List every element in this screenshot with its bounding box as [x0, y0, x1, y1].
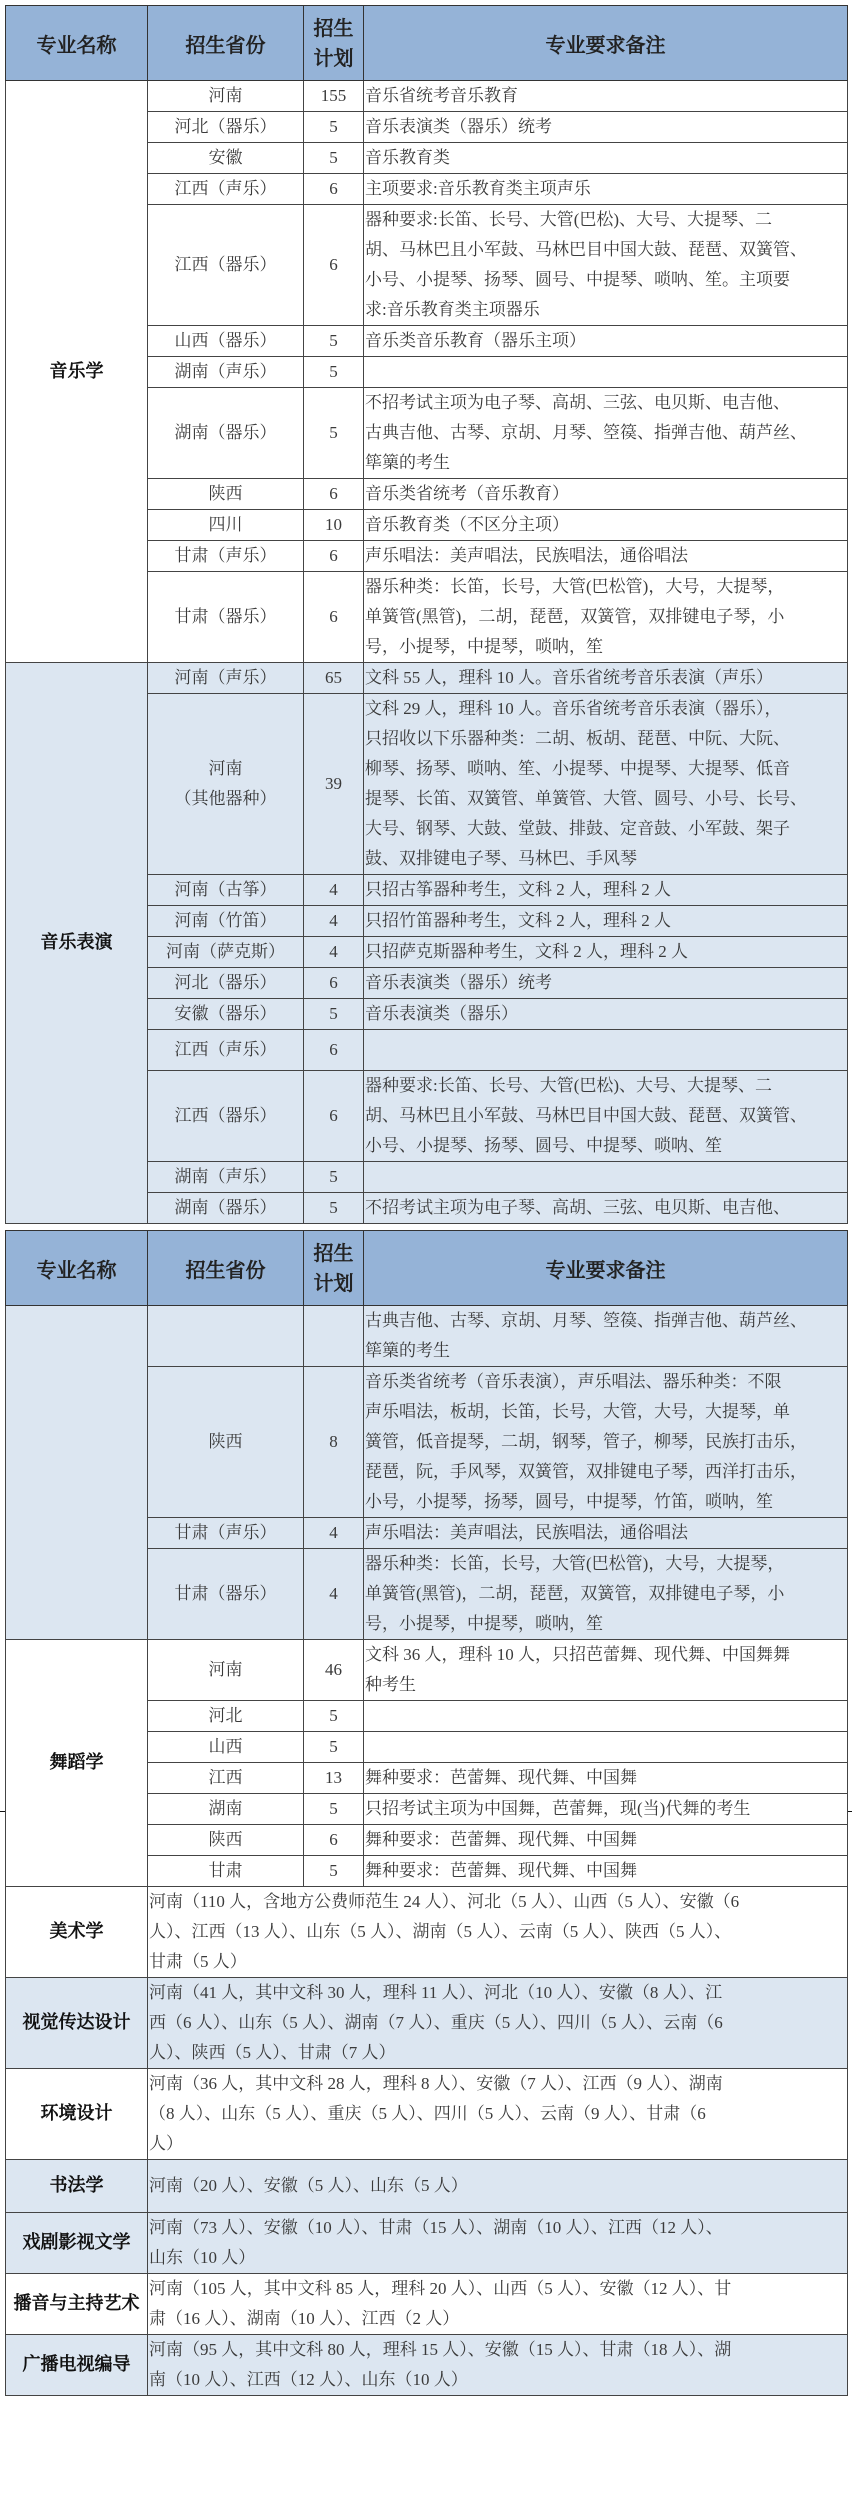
notes-line: 音乐类省统考（音乐表演），声乐唱法、器乐种类：不限 — [365, 1372, 782, 1391]
notes-cell — [364, 663, 848, 694]
notes-cell — [364, 1306, 848, 1367]
province-line: 江西（声乐） — [174, 1040, 277, 1059]
plan-count: 6 — [304, 1071, 364, 1162]
quota-line: 河南（41 人，其中文科 30 人，理科 11 人）、河北（10 人）、安徽（8 人）、江 — [149, 1983, 723, 2002]
province-line: 江西（声乐） — [174, 179, 277, 198]
notes-line: 舞种要求：芭蕾舞、现代舞、中国舞 — [365, 1768, 637, 1787]
notes-line: 文科 29 人，理科 10 人。音乐省统考音乐表演（器乐）， — [365, 699, 782, 718]
major-name: 戏剧影视文学 — [6, 2213, 148, 2274]
notes-line: 号，小提琴，中提琴，唢呐，笙 — [365, 1614, 603, 1633]
plan-count: 4 — [304, 875, 364, 906]
plan-count: 5 — [304, 999, 364, 1030]
province-line: 陕西 — [208, 1830, 243, 1849]
province-line: 江西（器乐） — [174, 1106, 277, 1125]
summary-row — [6, 2069, 848, 2160]
table-row — [6, 663, 848, 694]
notes-line — [365, 1732, 846, 1762]
summary-row — [6, 1887, 848, 1978]
province-cell — [148, 510, 304, 541]
notes-line: 音乐教育类（不区分主项） — [365, 515, 569, 534]
admission-plan-table-part-1 — [5, 5, 848, 1224]
plan-count: 6 — [304, 1825, 364, 1856]
admission-plan-table-part-2 — [5, 1230, 848, 2396]
notes-cell — [364, 479, 848, 510]
notes-line: 单簧管(黑管)，二胡，琵琶，双簧管，双排键电子琴，小 — [365, 1584, 785, 1603]
notes-cell — [364, 112, 848, 143]
province-line: 江西 — [208, 1768, 243, 1787]
notes-line: 古典吉他、古琴、京胡、月琴、箜篌、指弹吉他、葫芦丝、 — [365, 423, 807, 442]
plan-count: 5 — [304, 1732, 364, 1763]
quota-line: 肃（16 人）、湖南（10 人）、江西（2 人） — [149, 2309, 460, 2328]
plan-count: 5 — [304, 357, 364, 388]
notes-line: 求:音乐教育类主项器乐 — [365, 300, 540, 319]
plan-count: 39 — [304, 694, 364, 875]
notes-line: 音乐类省统考（音乐教育） — [365, 484, 569, 503]
province-cell — [148, 1193, 304, 1224]
plan-count: 6 — [304, 541, 364, 572]
notes-cell — [364, 1162, 848, 1193]
province-line: 河南（萨克斯） — [166, 942, 285, 961]
notes-line: 音乐表演类（器乐） — [365, 1004, 518, 1023]
notes-cell — [364, 968, 848, 999]
notes-line: 提琴、长笛、双簧管、单簧管、大管、圆号、小号、长号、 — [365, 789, 807, 808]
notes-cell — [364, 906, 848, 937]
notes-line: 小号，小提琴，扬琴，圆号，中提琴，竹笛，唢呐，笙 — [365, 1492, 773, 1511]
notes-line: 胡、马林巴且小军鼓、马林巴目中国大鼓、琵琶、双簧管、 — [365, 1106, 807, 1125]
notes-line — [365, 1035, 846, 1065]
plan-count: 4 — [304, 937, 364, 968]
plan-count: 4 — [304, 1549, 364, 1640]
province-line: 河北（器乐） — [174, 973, 277, 992]
notes-cell — [364, 510, 848, 541]
notes-cell — [364, 1701, 848, 1732]
header-plan — [304, 6, 364, 81]
notes-line: 古典吉他、古琴、京胡、月琴、箜篌、指弹吉他、葫芦丝、 — [365, 1311, 807, 1330]
province-line: 河南 — [208, 1660, 243, 1679]
notes-line: 器种要求:长笛、长号、大管(巴松)、大号、大提琴、二 — [365, 1076, 773, 1095]
notes-line: 筚篥的考生 — [365, 1341, 450, 1360]
province-line: 江西（器乐） — [174, 255, 277, 274]
notes-line: 文科 36 人，理科 10 人，只招芭蕾舞、现代舞、中国舞舞 — [365, 1645, 790, 1664]
notes-cell — [364, 999, 848, 1030]
province-line: 河南（声乐） — [174, 668, 277, 687]
province-quota-cell — [148, 1978, 848, 2069]
province-line: 河南 — [208, 86, 243, 105]
major-name: 播音与主持艺术 — [6, 2274, 148, 2335]
plan-count: 5 — [304, 112, 364, 143]
major-name: 音乐学 — [6, 81, 148, 663]
header-province: 招生省份 — [148, 1231, 304, 1306]
notes-cell — [364, 1367, 848, 1518]
province-cell — [148, 875, 304, 906]
notes-cell — [364, 81, 848, 112]
notes-line: 只招竹笛器种考生，文科 2 人，理科 2 人 — [365, 911, 671, 930]
summary-row — [6, 2213, 848, 2274]
province-cell — [148, 1640, 304, 1701]
summary-row — [6, 2160, 848, 2213]
notes-cell — [364, 1071, 848, 1162]
province-line: 安徽 — [208, 148, 243, 167]
notes-cell — [364, 1518, 848, 1549]
notes-line: 只招萨克斯器种考生，文科 2 人，理科 2 人 — [365, 942, 688, 961]
summary-row — [6, 2335, 848, 2396]
province-cell — [148, 999, 304, 1030]
notes-cell — [364, 1193, 848, 1224]
province-cell — [148, 1367, 304, 1518]
notes-cell — [364, 388, 848, 479]
plan-count: 5 — [304, 1193, 364, 1224]
table-header — [6, 6, 848, 81]
summary-row — [6, 1978, 848, 2069]
header-plan-line: 计划 — [313, 46, 354, 70]
province-cell — [148, 1732, 304, 1763]
major-name: 书法学 — [6, 2160, 148, 2213]
plan-count: 5 — [304, 1701, 364, 1732]
notes-line: 主项要求:音乐教育类主项声乐 — [365, 179, 591, 198]
quota-line: 河南（36 人，其中文科 28 人，理科 8 人）、安徽（7 人）、江西（9 人）、湖南 — [149, 2074, 723, 2093]
notes-line: 音乐表演类（器乐）统考 — [365, 973, 552, 992]
province-quota-cell — [148, 2160, 848, 2213]
notes-cell — [364, 875, 848, 906]
table-header — [6, 1231, 848, 1306]
plan-count: 13 — [304, 1763, 364, 1794]
notes-line: 舞种要求：芭蕾舞、现代舞、中国舞 — [365, 1830, 637, 1849]
notes-cell — [364, 572, 848, 663]
province-cell — [148, 937, 304, 968]
notes-cell — [364, 1794, 848, 1825]
notes-line: 音乐省统考音乐教育 — [365, 86, 518, 105]
province-line: （其他器种） — [174, 789, 277, 808]
province-line: 湖南（声乐） — [174, 362, 277, 381]
plan-count: 5 — [304, 1856, 364, 1887]
province-line: 甘肃（器乐） — [174, 1584, 277, 1603]
province-cell — [148, 1856, 304, 1887]
notes-line: 器种要求:长笛、长号、大管(巴松)、大号、大提琴、二 — [365, 210, 773, 229]
province-line: 湖南（器乐） — [174, 423, 277, 442]
header-major: 专业名称 — [6, 6, 148, 81]
plan-count: 4 — [304, 1518, 364, 1549]
province-line: 河南（古筝） — [174, 880, 277, 899]
notes-line: 簧管，低音提琴，二胡，钢琴，管子，柳琴，民族打击乐， — [365, 1432, 807, 1451]
notes-line: 舞种要求：芭蕾舞、现代舞、中国舞 — [365, 1861, 637, 1880]
notes-line: 音乐类音乐教育（器乐主项） — [365, 331, 586, 350]
province-quota-cell — [148, 2274, 848, 2335]
province-quota-cell — [148, 2213, 848, 2274]
province-line: 湖南（器乐） — [174, 1198, 277, 1217]
notes-line: 音乐教育类 — [365, 148, 450, 167]
province-cell — [148, 1071, 304, 1162]
province-line: 山西 — [208, 1737, 243, 1756]
province-cell — [148, 1825, 304, 1856]
notes-cell — [364, 1030, 848, 1071]
notes-line: 胡、马林巴且小军鼓、马林巴目中国大鼓、琵琶、双簧管、 — [365, 240, 807, 259]
notes-line: 只招古筝器种考生，文科 2 人，理科 2 人 — [365, 880, 671, 899]
notes-cell — [364, 694, 848, 875]
table-row — [6, 81, 848, 112]
province-line: 甘肃（器乐） — [174, 607, 277, 626]
province-line: 湖南 — [208, 1799, 243, 1818]
province-line: 四川 — [208, 515, 243, 534]
header-notes: 专业要求备注 — [364, 6, 848, 81]
quota-line: 河南（95 人，其中文科 80 人，理科 15 人）、安徽（15 人）、甘肃（18 人）、湖 — [149, 2340, 732, 2359]
notes-line: 大号、钢琴、大鼓、堂鼓、排鼓、定音鼓、小军鼓、架子 — [365, 819, 790, 838]
quota-line: 河南（110 人，含地方公费师范生 24 人）、河北（5 人）、山西（5 人）、安徽（6 — [149, 1892, 740, 1911]
province-cell — [148, 1162, 304, 1193]
province-cell — [148, 694, 304, 875]
quota-line: 西（6 人）、山东（5 人）、湖南（7 人）、重庆（5 人）、四川（5 人）、云南（6 — [149, 2013, 723, 2032]
plan-count: 5 — [304, 388, 364, 479]
province-line: 河北（器乐） — [174, 117, 277, 136]
plan-count: 6 — [304, 174, 364, 205]
province-line: 河北 — [208, 1706, 243, 1725]
province-line: 陕西 — [208, 484, 243, 503]
province-line — [149, 1321, 302, 1351]
province-quota-cell — [148, 2069, 848, 2160]
notes-line: 琵琶，阮，手风琴，双簧管，双排键电子琴，西洋打击乐， — [365, 1462, 807, 1481]
province-cell — [148, 357, 304, 388]
plan-count: 8 — [304, 1367, 364, 1518]
province-quota-cell — [148, 1887, 848, 1978]
province-cell — [148, 81, 304, 112]
notes-cell — [364, 1856, 848, 1887]
province-cell — [148, 388, 304, 479]
header-province: 招生省份 — [148, 6, 304, 81]
quota-line: 山东（10 人） — [149, 2248, 256, 2267]
province-line: 甘肃 — [208, 1861, 243, 1880]
province-line: 甘肃（声乐） — [174, 546, 277, 565]
province-cell — [148, 541, 304, 572]
province-line: 河南（竹笛） — [174, 911, 277, 930]
major-name: 音乐表演 — [6, 663, 148, 1224]
province-cell — [148, 1794, 304, 1825]
notes-cell — [364, 326, 848, 357]
notes-cell — [364, 1732, 848, 1763]
plan-count: 5 — [304, 326, 364, 357]
notes-line: 器乐种类：长笛，长号，大管(巴松管)，大号，大提琴， — [365, 577, 785, 596]
province-cell — [148, 906, 304, 937]
province-cell — [148, 663, 304, 694]
province-cell — [148, 205, 304, 326]
header-plan-line: 招生 — [313, 16, 354, 40]
plan-count: 6 — [304, 572, 364, 663]
province-cell — [148, 1306, 304, 1367]
notes-line: 柳琴、扬琴、唢呐、笙、小提琴、中提琴、大提琴、低音 — [365, 759, 790, 778]
notes-line: 鼓、双排键电子琴、马林巴、手风琴 — [365, 849, 637, 868]
major-name: 视觉传达设计 — [6, 1978, 148, 2069]
notes-line — [365, 1701, 846, 1731]
quota-line: 河南（105 人，其中文科 85 人，理科 20 人）、山西（5 人）、安徽（12 人）、甘 — [149, 2279, 732, 2298]
province-line: 陕西 — [208, 1432, 243, 1451]
quota-line: 南（10 人）、江西（12 人）、山东（10 人） — [149, 2370, 468, 2389]
province-line: 甘肃（声乐） — [174, 1523, 277, 1542]
notes-line: 种考生 — [365, 1675, 416, 1694]
plan-count: 155 — [304, 81, 364, 112]
notes-line: 筚篥的考生 — [365, 453, 450, 472]
plan-count: 5 — [304, 143, 364, 174]
province-cell — [148, 968, 304, 999]
notes-line: 文科 55 人，理科 10 人。音乐省统考音乐表演（声乐） — [365, 668, 773, 687]
notes-line: 只招考试主项为中国舞，芭蕾舞，现(当)代舞的考生 — [365, 1799, 751, 1818]
notes-cell — [364, 143, 848, 174]
province-cell — [148, 1030, 304, 1071]
notes-line: 声乐唱法：美声唱法，民族唱法，通俗唱法 — [365, 546, 688, 565]
notes-cell — [364, 1640, 848, 1701]
plan-count: 6 — [304, 479, 364, 510]
notes-line — [365, 1162, 846, 1192]
quota-line: 河南（73 人）、安徽（10 人）、甘肃（15 人）、湖南（10 人）、江西（12 人）、 — [149, 2218, 723, 2237]
major-name: 美术学 — [6, 1887, 148, 1978]
province-cell — [148, 479, 304, 510]
province-line: 湖南（声乐） — [174, 1167, 277, 1186]
plan-count: 46 — [304, 1640, 364, 1701]
province-cell — [148, 1549, 304, 1640]
header-plan-line: 招生 — [313, 1241, 354, 1265]
notes-line: 小号、小提琴、扬琴、圆号、中提琴、唢呐、笙。主项要 — [365, 270, 790, 289]
province-quota-cell — [148, 2335, 848, 2396]
plan-count: 6 — [304, 205, 364, 326]
notes-line: 不招考试主项为电子琴、高胡、三弦、电贝斯、电吉他、 — [365, 393, 790, 412]
notes-line: 单簧管(黑管)，二胡，琵琶，双簧管，双排键电子琴，小 — [365, 607, 785, 626]
quota-line: 人）、陕西（5 人）、甘肃（7 人） — [149, 2043, 396, 2062]
notes-cell — [364, 174, 848, 205]
notes-line — [365, 357, 846, 387]
header-notes: 专业要求备注 — [364, 1231, 848, 1306]
notes-line: 不招考试主项为电子琴、高胡、三弦、电贝斯、电吉他、 — [365, 1198, 790, 1217]
notes-line: 声乐唱法：美声唱法，民族唱法，通俗唱法 — [365, 1523, 688, 1542]
quota-line: 人） — [149, 2134, 183, 2153]
province-cell — [148, 1518, 304, 1549]
header-plan — [304, 1231, 364, 1306]
summary-row — [6, 2274, 848, 2335]
quota-line: （8 人）、山东（5 人）、重庆（5 人）、四川（5 人）、云南（9 人）、甘肃（6 — [149, 2104, 706, 2123]
major-name: 舞蹈学 — [6, 1640, 148, 1887]
plan-count: 5 — [304, 1162, 364, 1193]
notes-cell — [364, 937, 848, 968]
notes-cell — [364, 541, 848, 572]
province-cell — [148, 112, 304, 143]
quota-line: 人）、江西（13 人）、山东（5 人）、湖南（5 人）、云南（5 人）、陕西（5 人）、 — [149, 1922, 732, 1941]
notes-line: 只招收以下乐器种类：二胡、板胡、琵琶、中阮、大阮、 — [365, 729, 790, 748]
notes-line: 音乐表演类（器乐）统考 — [365, 117, 552, 136]
notes-cell — [364, 1763, 848, 1794]
province-line: 河南 — [208, 759, 243, 778]
notes-line: 小号、小提琴、扬琴、圆号、中提琴、唢呐、笙 — [365, 1136, 722, 1155]
province-cell — [148, 143, 304, 174]
major-name: 环境设计 — [6, 2069, 148, 2160]
header-major: 专业名称 — [6, 1231, 148, 1306]
notes-cell — [364, 205, 848, 326]
plan-count: 6 — [304, 968, 364, 999]
plan-count: 65 — [304, 663, 364, 694]
notes-cell — [364, 1825, 848, 1856]
header-plan-line: 计划 — [313, 1271, 354, 1295]
notes-cell — [364, 1549, 848, 1640]
province-cell — [148, 174, 304, 205]
quota-line: 甘肃（5 人） — [149, 1952, 247, 1971]
province-cell — [148, 326, 304, 357]
plan-count: 6 — [304, 1030, 364, 1071]
notes-line: 声乐唱法，板胡，长笛，长号，大管，大号，大提琴，单 — [365, 1402, 790, 1421]
notes-line: 号，小提琴，中提琴，唢呐，笙 — [365, 637, 603, 656]
table-row — [6, 1640, 848, 1701]
plan-count: 4 — [304, 906, 364, 937]
plan-count — [304, 1306, 364, 1367]
quota-line: 河南（20 人）、安徽（5 人）、山东（5 人） — [149, 2176, 468, 2195]
table-row — [6, 1306, 848, 1367]
plan-count: 5 — [304, 1794, 364, 1825]
major-name: 广播电视编导 — [6, 2335, 148, 2396]
province-cell — [148, 1763, 304, 1794]
province-cell — [148, 572, 304, 663]
province-line: 安徽（器乐） — [174, 1004, 277, 1023]
notes-line: 器乐种类：长笛，长号，大管(巴松管)，大号，大提琴， — [365, 1554, 785, 1573]
major-name — [6, 1306, 148, 1640]
province-line: 山西（器乐） — [174, 331, 277, 350]
province-cell — [148, 1701, 304, 1732]
plan-count: 10 — [304, 510, 364, 541]
notes-cell — [364, 357, 848, 388]
